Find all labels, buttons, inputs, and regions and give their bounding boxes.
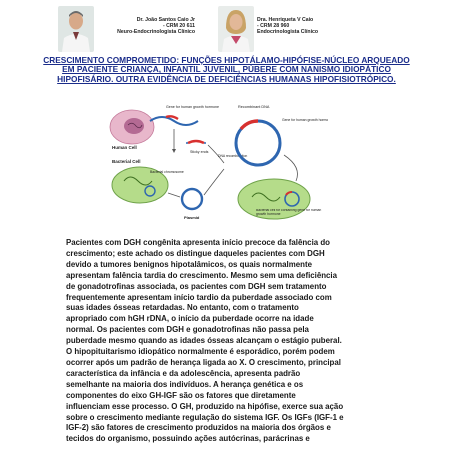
recombinant-dna-figure [106, 99, 328, 225]
doctor-credit-right [257, 17, 367, 36]
label-human-cell: Human Cell [112, 145, 137, 150]
label-gene-2: Gene for human growth hormone [282, 118, 328, 122]
doctor-name-right: Dra. Henriqueta V Caio [257, 17, 314, 23]
doctor-role-right: Endocrinologista Clínico [257, 29, 319, 36]
doctor-photo-left [58, 6, 94, 52]
article-body: Pacientes com DGH congênita apresenta início precoce da falência do crescimento; este achado os distingue daqueles pacientes com DGH devido a tumores benignos hipotalâmicos, os quais normalmente apresentam falência tardia do crescimento. Mesmo sem uma deficiência de gonadotrofinas associada, os pacientes com DGH sem tratamento frequentemente apresentam início tardio da puberdade associado com suas idades ósseas retardadas. No entanto, com o tratamento apropriado com hGH rDNA, o início da puberdade ocorre na idade normal. Os pacientes com DGH e gonadotrofinas não passa pela puberdade mesmo quando as idades ósseas alcançam o estágio puberal. O hipopituitarismo idiopático normalmente é esporádico, porém podem ocorrer após um padrão de herança ligada ao X. O crescimento, principal característica da infância e da adolescência, apresenta padrão semelhante na maioria dos indivíduos. A herança genética e os componentes do eixo GH-IGF são os fatores que diretamente influenciam esse processo. O GH, produzido na hipófise, exerce sua ação sobre o crescimento mediante regulação do sistema IGF. Os IGFs (IGF-1 e IGF-2) são fatores de crescimento produzidos na maioria dos órgãos e tecidos do organismo, possuindo ações autócrinas, parácrinas e [66, 238, 344, 444]
doctor-photo-right [218, 6, 254, 52]
doctor-credit-left [95, 17, 195, 36]
label-result-cell: Bacterial cell for containing gene for human growth hormone [256, 209, 322, 216]
label-bacterial-chromosome: Bacterial chromosome [150, 170, 184, 174]
doctor-crm-right: - CRM 28 960 [257, 23, 290, 30]
doctor-name-left: Dr. João Santos Caio Jr [136, 17, 195, 23]
human-cell-icon [110, 110, 154, 144]
doctor-crm-left: - CRM 20 611 [162, 23, 195, 30]
doctor-header [0, 0, 453, 55]
article-title: CRESCIMENTO COMPROMETIDO: FUNÇÕES HIPOTÁLAMO-HIPÓFISE-NÚCLEO ARQUEADO EM PACIENTE CRIANÇA, INFANTIL JUVENIL, PÚBERE COM NANISMO IDIOPÁTICO HIPOFISÁRIO. OUTRA EVIDÊNCIA DE DEFICIÊNCIAS HUMANAS HIPOFISIOTRÓPICO. [43, 55, 410, 84]
label-dna-recombination: DNA recombination [218, 154, 248, 158]
label-recombinant-dna: Recombinant DNA [238, 105, 270, 109]
label-sticky-ends: Sticky ends [190, 150, 209, 154]
doctor-role-left: Neuro-Endocrinologista Clínico [117, 29, 195, 36]
label-gene: Gene for human growth hormone [166, 105, 219, 109]
label-bacterial-cell: Bacterial Cell [112, 159, 141, 164]
label-plasmid: Plasmid [184, 215, 200, 220]
